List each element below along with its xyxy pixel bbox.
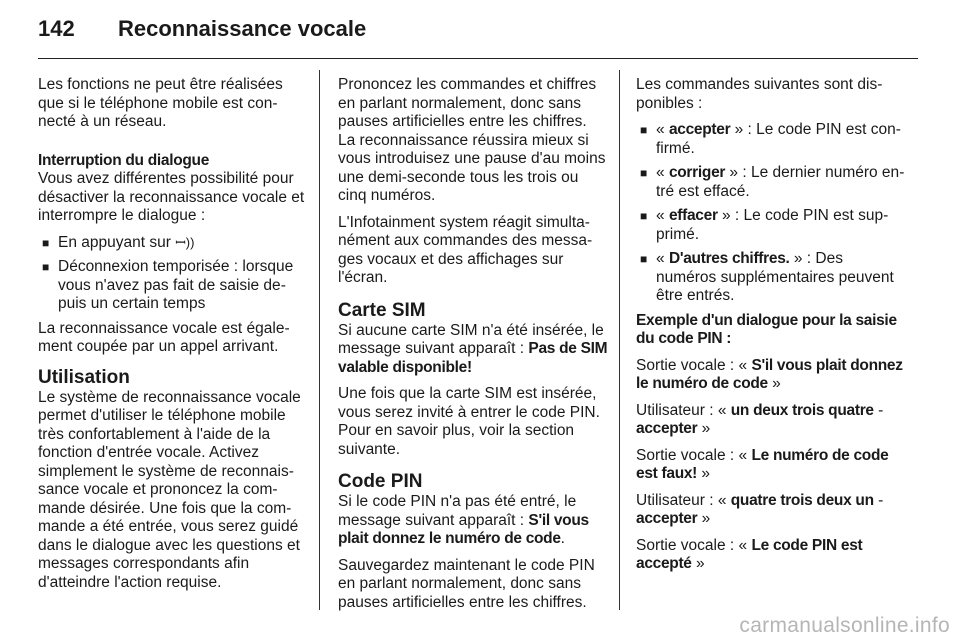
dialog-line: Sortie vocale : « S'il vous plait donnez le numéro de code » <box>636 356 903 392</box>
dialog-line: Utilisateur : « quatre trois deux un - accepter » <box>636 491 884 527</box>
page-number: 142 <box>38 16 75 41</box>
pin-message: S'il vous plait donnez le numéro de code <box>338 511 589 547</box>
interrupt-heading: Interruption du dialogue <box>38 151 210 169</box>
commands-intro: Les commandes suivantes sont disponibles : <box>636 76 883 112</box>
paragraph: L'Infotainment system réagit simultanément aux commandes des messages vocaux et des affichages sur l'écran. <box>338 213 593 286</box>
bullet-square-icon: ■ <box>640 209 648 223</box>
column-divider <box>619 70 620 610</box>
sim-paragraph: Si aucune carte SIM n'a été insérée, le message suivant apparaît : Pas de SIM valable disponible! <box>338 321 608 376</box>
list-item: ■ « accepter » : Le code PIN est confirmé. <box>640 121 901 157</box>
paragraph: Prononcez les commandes et chiffres en parlant normalement, donc sans pauses artificielles entre les chiffres. La reconnaissance réussira mieux si vous introduisez une pause d'au moins une demi-seconde tous les trois ou cinq numéros. <box>338 76 606 204</box>
bullet-square-icon: ■ <box>42 260 50 274</box>
bullet-square-icon: ■ <box>640 123 648 137</box>
header-rule <box>38 58 918 59</box>
usage-heading: Utilisation <box>38 366 130 388</box>
column-2 <box>338 76 608 620</box>
list-item: ■ « D'autres chiffres. » : Des numéros supplémentaires peuvent être entrés. <box>640 250 894 304</box>
paragraph: Sauvegardez maintenant le code PIN en parlant normalement, donc sans pauses artificielles entre les chiffres. <box>338 556 595 611</box>
page-header <box>38 16 918 52</box>
bullet-square-icon: ■ <box>42 235 50 250</box>
bullet-square-icon: ■ <box>640 166 648 180</box>
dialog-line: Utilisateur : « un deux trois quatre - accepter » <box>636 401 884 437</box>
voice-icon: ꟷ)) <box>175 234 195 250</box>
list-item: ■ « corriger » : Le dernier numéro entré est effacé. <box>640 164 905 200</box>
watermark: carmanualsonline.info <box>739 614 950 637</box>
bullet-square-icon: ■ <box>640 252 648 266</box>
dialog-line: Sortie vocale : « Le numéro de code est faux! » <box>636 446 889 482</box>
interrupt-paragraph: Vous avez différentes possibilité pour désactiver la reconnaissance vocale et interrompre le dialogue : <box>38 170 305 224</box>
intro-paragraph: Les fonctions ne peut être réalisées que si le téléphone mobile est connecté à un réseau. <box>38 76 283 130</box>
list-item: ■ Déconnexion temporisée : lorsque vous n'avez pas fait de saisie depuis un certain temps <box>42 258 294 312</box>
column-1 <box>38 76 308 600</box>
paragraph: Une fois que la carte SIM est insérée, vous serez invité à entrer le code PIN. Pour en savoir plus, voir la section suivante. <box>338 385 600 458</box>
usage-paragraph: Le système de reconnaissance vocale permet d'utiliser le téléphone mobile très confortablement à l'aide de la fonction d'entrée vocale. Activez simplement le système de reconnaissance vocale et prononcez la commande désirée. Une fois que la commande a été entrée, vous serez guidé dans le dialogue avec les questions et messages correspondants afin d'atteindre l'action requise. <box>38 388 301 591</box>
outro-paragraph: La reconnaissance vocale est également coupée par un appel arrivant. <box>38 319 290 355</box>
list-item: ■ En appuyant sur ꟷ)) <box>42 233 195 251</box>
sim-heading: Carte SIM <box>338 299 426 321</box>
pin-heading: Code PIN <box>338 471 423 492</box>
example-heading: Exemple d'un dialogue pour la saisie du code PIN : <box>636 311 897 347</box>
column-divider <box>319 70 320 610</box>
list-item: ■ « effacer » : Le code PIN est supprimé. <box>640 207 889 243</box>
pin-paragraph: Si le code PIN n'a pas été entré, le message suivant apparaît : S'il vous plait donnez le numéro de code. <box>338 493 589 547</box>
sim-message: Pas de SIM valable disponible! <box>338 340 608 376</box>
dialog-line: Sortie vocale : « Le code PIN est accepté » <box>636 536 863 572</box>
page-title: Reconnaissance vocale <box>118 16 367 41</box>
column-3 <box>636 76 906 582</box>
